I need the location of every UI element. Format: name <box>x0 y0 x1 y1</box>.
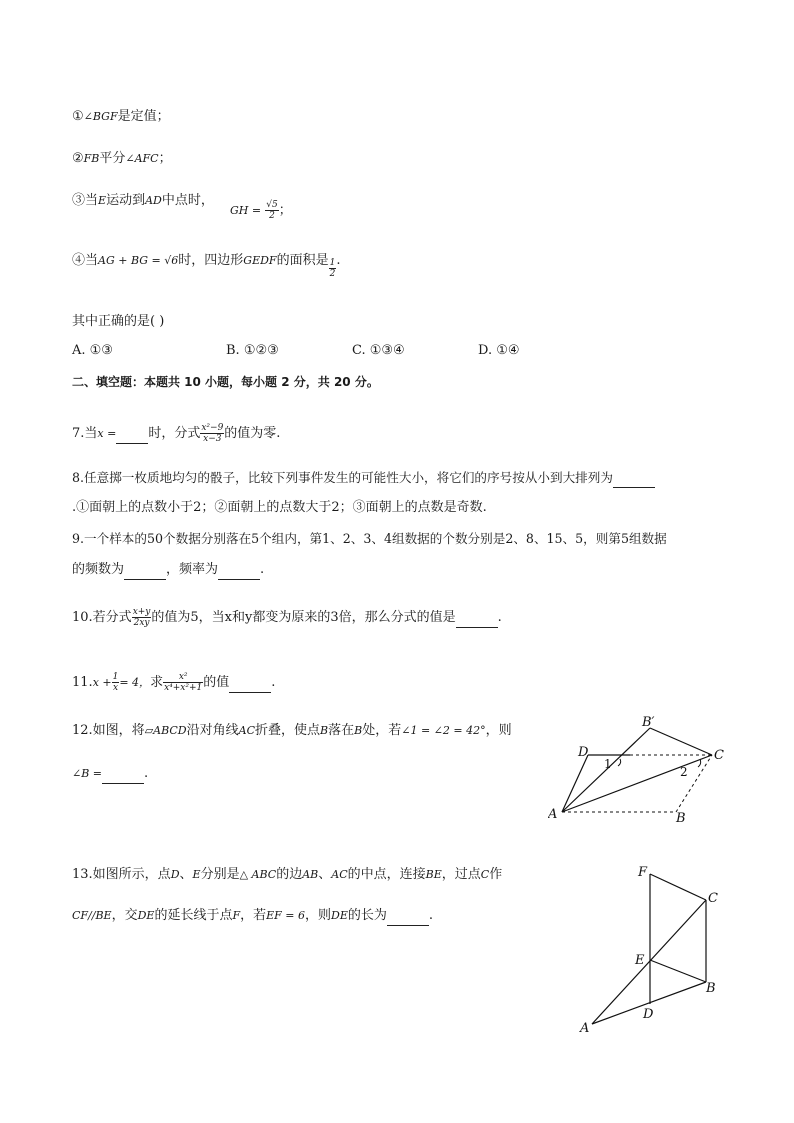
question-text: 的中点，连接 <box>347 867 426 882</box>
question-text: 时，分式 <box>148 426 201 441</box>
question-prompt: 其中正确的是( ) <box>72 314 165 329</box>
question-9-line-1: 9.一个样本的50个数据分别落在5个组内，第1、2、3、4组数据的个数分别是2、8、15、5，则第5组数据 <box>72 531 667 546</box>
math-expr: E <box>192 868 201 881</box>
question-13-line-2 <box>72 907 433 926</box>
fraction-denominator: x−3 <box>203 434 222 444</box>
fraction-numerator: x²−9 <box>201 423 224 433</box>
question-text: ，则 <box>485 723 512 738</box>
question-text: . <box>497 610 502 625</box>
question-text: . <box>428 908 434 923</box>
question-text: ，若 <box>240 908 267 923</box>
question-text: 分别是 <box>200 867 240 882</box>
circled-number: ② <box>72 151 84 166</box>
statement-text: 是定值； <box>117 109 170 124</box>
label-B-prime: B′ <box>642 715 655 730</box>
statement-text: . <box>336 253 341 268</box>
math-expr: AD <box>145 194 162 207</box>
math-expr: x = <box>97 427 117 440</box>
question-12-line-2 <box>72 765 148 784</box>
label-C: C <box>714 748 724 763</box>
question-8-line-2: .①面朝上的点数小于2；②面朝上的点数大于2；③面朝上的点数是奇数. <box>72 500 487 515</box>
question-text: 求 <box>150 675 164 690</box>
fraction-denominator: 2xy <box>133 618 150 628</box>
label-C: C <box>708 891 718 906</box>
statement-text: 的面积是 <box>276 253 329 268</box>
math-expr: AC <box>238 724 256 737</box>
question-text: 13.如图所示，点 <box>72 867 171 882</box>
question-text: 的值为5，当x和y都变为原来的3倍，那么分式的值是 <box>151 610 456 625</box>
question-text: 处，若 <box>362 723 402 738</box>
label-angle-2: 2 <box>680 765 688 779</box>
math-expr: ∠AFC <box>125 152 159 165</box>
question-text: ，频率为 <box>166 562 219 577</box>
answer-blank[interactable] <box>218 561 260 580</box>
statement-text: ； <box>278 203 292 218</box>
math-expr: B <box>320 724 329 737</box>
math-expr: ∠BGF <box>83 110 118 123</box>
fraction-numerator: x+y <box>132 607 151 617</box>
option-a[interactable]: A. ①③ <box>72 343 113 358</box>
statement-text: 平分 <box>99 151 126 166</box>
fraction <box>265 200 278 221</box>
math-expr: ∠1 = ∠2 = 42° <box>401 724 486 737</box>
question-text: . <box>144 766 149 781</box>
question-text: 的延长线于点 <box>154 908 233 923</box>
figure-13-triangle-midpoints <box>574 858 734 1038</box>
question-text: 、 <box>179 867 193 882</box>
question-text: 落在 <box>328 723 355 738</box>
question-text: 11. <box>72 675 93 690</box>
math-expr: E <box>98 194 107 207</box>
math-expr: F <box>232 909 241 922</box>
question-text: 10.若分式 <box>72 610 132 625</box>
math-expr: BE <box>425 868 442 881</box>
answer-blank[interactable] <box>229 674 271 693</box>
label-B: B <box>706 981 716 996</box>
question-text: 作 <box>489 867 503 882</box>
question-9-line-2 <box>72 561 264 580</box>
fraction-denominator: x <box>112 683 119 693</box>
statement-text: ； <box>158 151 172 166</box>
question-text: 的频数为 <box>72 562 125 577</box>
math-expr: = 4， <box>119 676 151 689</box>
label-F: F <box>638 865 648 880</box>
section-header: 二、填空题：本题共 10 小题，每小题 2 分，共 20 分。 <box>72 375 379 389</box>
statement-text: 当 <box>85 193 99 208</box>
question-8-line-1 <box>72 469 655 488</box>
question-text: 8.任意掷一枚质地均匀的骰子，比较下列事件发生的可能性大小，将它们的序号按从小到大排列为 <box>72 470 613 485</box>
label-D: D <box>578 745 589 760</box>
label-angle-1: 1 <box>604 757 612 771</box>
label-A: A <box>548 807 558 822</box>
fraction-numerator: 1 <box>112 672 119 682</box>
question-11 <box>72 672 275 693</box>
answer-blank[interactable] <box>456 609 498 628</box>
answer-blank[interactable] <box>116 425 148 444</box>
question-text: 12.如图，将 <box>72 723 145 738</box>
math-expr: CF//BE <box>72 909 112 922</box>
fraction <box>132 607 152 628</box>
circled-number: ④ <box>72 253 86 268</box>
statement-text: 当 <box>85 253 99 268</box>
math-expr: EF = 6 <box>266 909 305 922</box>
fraction <box>163 672 203 693</box>
statement-3 <box>72 192 214 210</box>
angle-1-arc <box>618 759 621 766</box>
label-B: B <box>676 811 686 824</box>
label-A: A <box>580 1021 590 1036</box>
math-expr: ∠B = <box>72 767 103 780</box>
answer-blank[interactable] <box>387 907 429 926</box>
question-7 <box>72 423 280 444</box>
option-b[interactable]: B. ①②③ <box>226 343 279 358</box>
fraction-numerator: √5 <box>266 200 278 210</box>
math-expr: x + <box>92 676 112 689</box>
answer-blank[interactable] <box>102 765 144 784</box>
question-text: ，过点 <box>441 867 481 882</box>
question-text: 的值为零. <box>224 426 281 441</box>
question-text: 的值 <box>203 675 230 690</box>
math-expr: C <box>480 868 490 881</box>
segment-EB <box>650 960 706 982</box>
math-expr: DE <box>137 909 155 922</box>
option-d[interactable]: D. ①④ <box>478 343 520 358</box>
question-text: 7.当 <box>72 426 98 441</box>
math-expr: AB <box>302 868 319 881</box>
math-expr: DE <box>331 909 348 922</box>
circled-number: ③ <box>72 193 86 208</box>
math-expr: ▱ABCD <box>144 724 187 737</box>
math-expr: GH = <box>230 204 262 217</box>
question-text: ，则 <box>305 908 332 923</box>
statement-text: 时，四边形 <box>178 253 244 268</box>
circled-number: ① <box>72 109 84 124</box>
option-c[interactable]: C. ①③④ <box>352 343 405 358</box>
label-D: D <box>643 1007 654 1022</box>
math-expr: AC <box>331 868 348 881</box>
statement-text: 运动到 <box>106 193 146 208</box>
question-text: ，交 <box>111 908 138 923</box>
math-expr: AG + BG = √6 <box>98 254 179 267</box>
segment-AC <box>592 900 706 1024</box>
fraction-numerator: x² <box>163 672 203 683</box>
statement-4 <box>72 252 340 279</box>
question-text: 的边 <box>276 867 303 882</box>
question-13-line-1 <box>72 866 502 884</box>
statement-3-formula <box>230 200 292 221</box>
math-expr: GEDF <box>243 254 277 267</box>
math-expr: B <box>354 724 363 737</box>
question-10 <box>72 607 502 628</box>
question-text: 、 <box>318 867 332 882</box>
question-12-line-1 <box>72 722 512 740</box>
question-text: . <box>271 675 276 690</box>
question-text: 的长为 <box>347 908 387 923</box>
fraction-denominator: 2 <box>329 269 336 279</box>
label-E: E <box>635 953 645 968</box>
question-text: 沿对角线 <box>186 723 239 738</box>
math-expr: D <box>170 868 180 881</box>
question-text: . <box>260 562 265 577</box>
fraction-denominator: 2 <box>269 211 275 221</box>
fraction-numerator: 1 <box>329 258 336 268</box>
math-expr: △ ABC <box>239 868 277 881</box>
math-expr: FB <box>83 152 100 165</box>
answer-blank[interactable] <box>613 469 655 488</box>
segment-BC-dashed <box>676 755 712 812</box>
answer-blank[interactable] <box>124 561 166 580</box>
statement-1 <box>72 108 170 126</box>
fraction-denominator: x⁴+x²+1 <box>164 683 203 693</box>
statement-text: 中点时， <box>161 193 214 208</box>
statement-2 <box>72 150 172 168</box>
figure-12-parallelogram-fold <box>548 712 728 824</box>
segment-FC <box>650 874 706 900</box>
question-text: 折叠，使点 <box>255 723 321 738</box>
fraction <box>200 423 224 444</box>
segment-B-prime-C <box>650 728 712 755</box>
